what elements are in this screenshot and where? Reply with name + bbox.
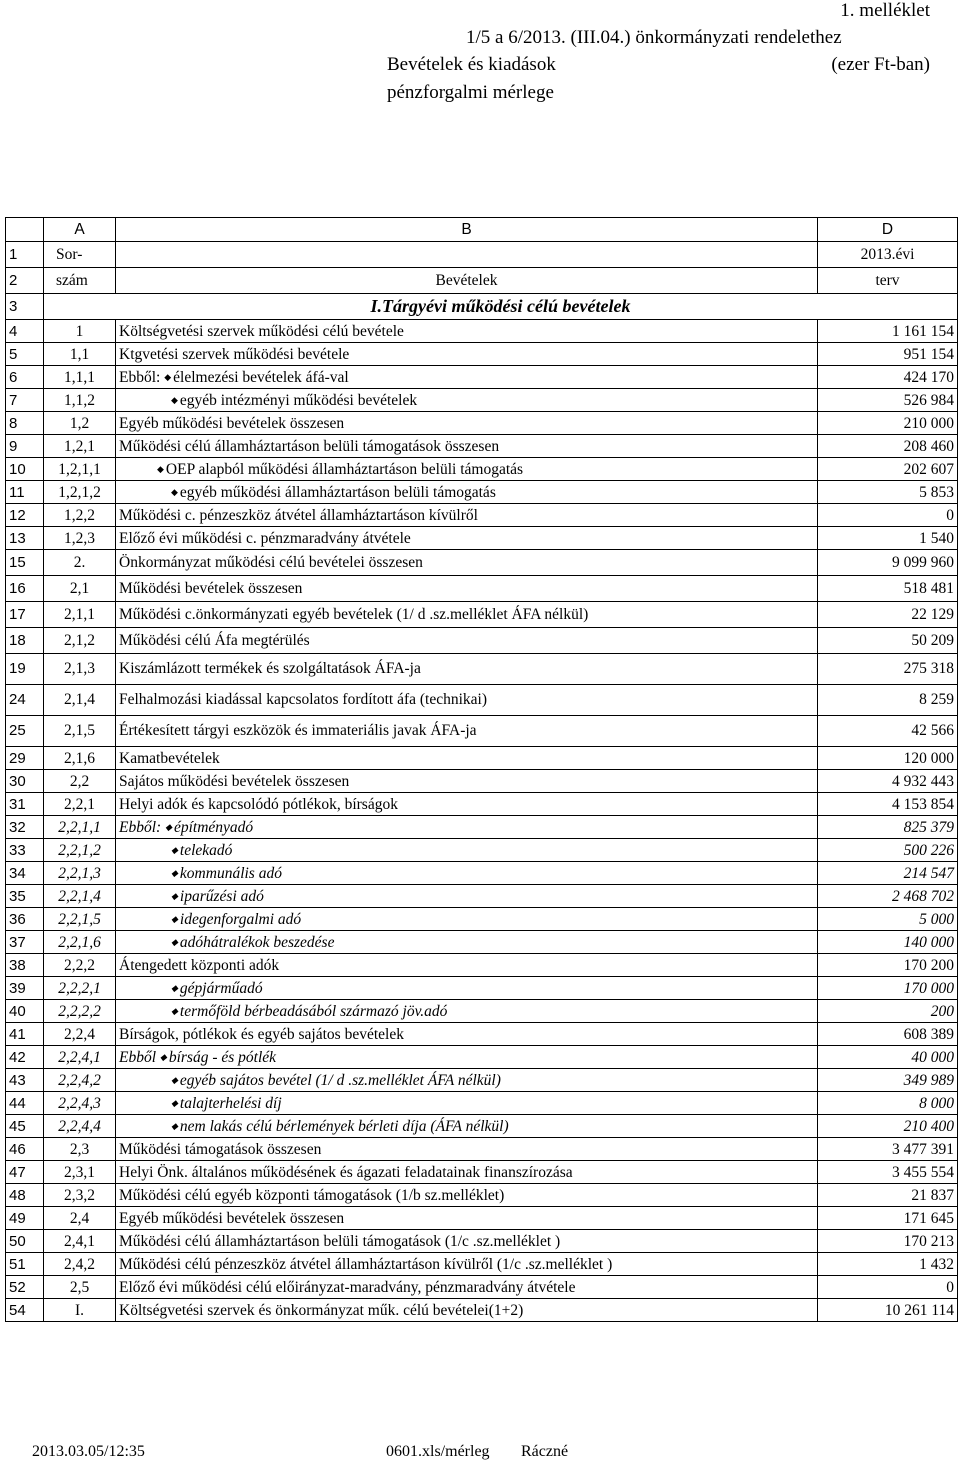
row-number: 25	[6, 716, 44, 747]
table-row	[6, 628, 958, 654]
plan-value: 42 566	[818, 716, 958, 747]
row-number: 52	[6, 1276, 44, 1299]
table-row	[6, 839, 958, 862]
row-number: 7	[6, 389, 44, 412]
item-description	[116, 716, 818, 747]
prefix-label: Ebből:	[119, 368, 165, 386]
row-number: 46	[6, 1138, 44, 1161]
plan-value: 2 468 702	[818, 885, 958, 908]
diamond-bullet-icon: ◆	[171, 936, 178, 947]
item-label: Kamatbevételek	[119, 749, 220, 767]
diamond-bullet-icon: ◆	[171, 1074, 178, 1085]
item-label: Sajátos működési bevételek összesen	[119, 772, 350, 790]
item-description	[116, 628, 818, 654]
row-number: 3	[6, 294, 44, 320]
plan-value: 8 000	[818, 1092, 958, 1115]
table-row	[6, 931, 958, 954]
row-number: 9	[6, 435, 44, 458]
item-label: Költségvetési szervek és önkormányzat műk. célú bevételei(1+2)	[119, 1301, 524, 1319]
item-description	[116, 862, 818, 885]
row-number: 5	[6, 343, 44, 366]
item-description	[116, 839, 818, 862]
plan-value: 4 153 854	[818, 793, 958, 816]
diamond-bullet-icon: ◆	[171, 394, 178, 405]
item-description	[116, 1023, 818, 1046]
item-description	[116, 1207, 818, 1230]
row-number: 15	[6, 550, 44, 576]
footer-author: Ráczné	[521, 1443, 569, 1460]
plan-value: 170 000	[818, 977, 958, 1000]
plan-value: 200	[818, 1000, 958, 1023]
serial-number: 2,2,1,6	[44, 931, 116, 954]
serial-number: 2,2,4,3	[44, 1092, 116, 1115]
item-label: Átengedett központi adók	[119, 956, 280, 974]
row-number: 37	[6, 931, 44, 954]
diamond-bullet-icon: ◆	[171, 890, 178, 901]
item-description	[116, 747, 818, 770]
item-description	[116, 1046, 818, 1069]
row-number: 6	[6, 366, 44, 389]
row-number: 32	[6, 816, 44, 839]
table-row	[6, 885, 958, 908]
serial-number: 2,2,4,4	[44, 1115, 116, 1138]
serial-number: 2,1,3	[44, 654, 116, 685]
table-row	[6, 1023, 958, 1046]
diamond-bullet-icon: ◆	[157, 463, 164, 474]
header-row	[6, 268, 958, 294]
item-description	[116, 481, 818, 504]
item-description	[116, 504, 818, 527]
plan-value: 9 099 960	[818, 550, 958, 576]
table-row	[6, 320, 958, 343]
diamond-bullet-icon: ◆	[171, 1005, 178, 1016]
column-a-header: A	[44, 218, 116, 242]
table-row	[6, 527, 958, 550]
row-number: 16	[6, 576, 44, 602]
prefix-label: Ebből	[119, 1048, 160, 1066]
item-description	[116, 1138, 818, 1161]
row-number: 34	[6, 862, 44, 885]
serial-number: 2,1,6	[44, 747, 116, 770]
item-label: Működési célú államháztartáson belüli támogatások (1/c .sz.melléklet )	[119, 1232, 561, 1250]
row-number: 45	[6, 1115, 44, 1138]
item-description	[116, 435, 818, 458]
row-number: 33	[6, 839, 44, 862]
serial-number: 1,2,3	[44, 527, 116, 550]
diamond-bullet-icon: ◆	[171, 486, 178, 497]
annex-number: 1. melléklet	[840, 0, 930, 21]
item-label: Előző évi működési c. pénzmaradvány átvétele	[119, 529, 411, 547]
prefix-label: Ebből:	[119, 818, 166, 836]
row-number: 12	[6, 504, 44, 527]
table-row	[6, 1276, 958, 1299]
item-label: idegenforgalmi adó	[179, 910, 302, 928]
item-description	[116, 885, 818, 908]
row-number: 1	[6, 242, 44, 268]
diamond-bullet-icon: ◆	[164, 371, 172, 382]
section-title-row	[6, 294, 958, 320]
item-label: Értékesített tárgyi eszközök és immateriális javak ÁFA-ja	[119, 722, 477, 739]
plan-value: 518 481	[818, 576, 958, 602]
item-label: Bírságok, pótlékok és egyéb sajátos bevételek	[119, 1025, 404, 1043]
table-row	[6, 1230, 958, 1253]
item-label: Helyi adók és kapcsolódó pótlékok, bírságok	[119, 795, 398, 813]
item-description	[116, 576, 818, 602]
plan-value: 21 837	[818, 1184, 958, 1207]
item-label: építményadó	[173, 818, 254, 836]
plan-value: 210 400	[818, 1115, 958, 1138]
table-row	[6, 1092, 958, 1115]
table-row	[6, 389, 958, 412]
serial-number: 2,3,2	[44, 1184, 116, 1207]
serial-number: 1,1,2	[44, 389, 116, 412]
table-row	[6, 1115, 958, 1138]
item-label: Működési támogatások összesen	[119, 1140, 322, 1158]
row-number: 50	[6, 1230, 44, 1253]
footer-timestamp: 2013.03.05/12:35	[32, 1443, 145, 1460]
serial-number: 1,2	[44, 412, 116, 435]
table-row	[6, 977, 958, 1000]
item-label: telekadó	[179, 841, 233, 859]
serial-number: 2,2,4,2	[44, 1069, 116, 1092]
table-row	[6, 1046, 958, 1069]
plan-value: 349 989	[818, 1069, 958, 1092]
table-row	[6, 458, 958, 481]
plan-value: 1 161 154	[818, 320, 958, 343]
diamond-bullet-icon: ◆	[171, 913, 178, 924]
column-b-header: B	[116, 218, 818, 242]
diamond-bullet-icon: ◆	[171, 867, 178, 878]
unit-label: (ezer Ft-ban)	[831, 54, 930, 75]
row-number: 38	[6, 954, 44, 977]
serial-number: 2,2,1,5	[44, 908, 116, 931]
table-row	[6, 481, 958, 504]
row-number: 8	[6, 412, 44, 435]
row-number: 10	[6, 458, 44, 481]
table-row	[6, 576, 958, 602]
table-row	[6, 770, 958, 793]
plan-value: 10 261 114	[818, 1299, 958, 1322]
row-number: 42	[6, 1046, 44, 1069]
row-number: 48	[6, 1184, 44, 1207]
table-row	[6, 1207, 958, 1230]
plan-value: 275 318	[818, 654, 958, 685]
header-serial-label: szám	[44, 268, 116, 294]
table-row	[6, 504, 958, 527]
row-number: 29	[6, 747, 44, 770]
serial-number: 2,2,4	[44, 1023, 116, 1046]
row-number: 35	[6, 885, 44, 908]
item-description	[116, 654, 818, 685]
serial-number: 2,2,1,2	[44, 839, 116, 862]
row-number: 13	[6, 527, 44, 550]
item-label: bírság - és pótlék	[168, 1048, 277, 1066]
plan-value: 170 213	[818, 1230, 958, 1253]
plan-value: 50 209	[818, 628, 958, 654]
plan-value: 40 000	[818, 1046, 958, 1069]
serial-number: 2,2,2,1	[44, 977, 116, 1000]
plan-value: 3 455 554	[818, 1161, 958, 1184]
plan-value: 214 547	[818, 862, 958, 885]
table-row	[6, 550, 958, 576]
table-row	[6, 862, 958, 885]
row-number: 4	[6, 320, 44, 343]
serial-number: 2,2,2	[44, 954, 116, 977]
serial-number: 2,2	[44, 770, 116, 793]
serial-number: 2,2,4,1	[44, 1046, 116, 1069]
item-description	[116, 320, 818, 343]
plan-value: 5 000	[818, 908, 958, 931]
item-label: adóhátralékok beszedése	[179, 933, 335, 951]
table-row	[6, 1138, 958, 1161]
diamond-bullet-icon: ◆	[171, 982, 178, 993]
item-description	[116, 550, 818, 576]
plan-value: 5 853	[818, 481, 958, 504]
item-label: egyéb sajátos bevétel (1/ d .sz.melléklet ÁFA nélkül)	[179, 1071, 501, 1089]
item-label: Egyéb működési bevételek összesen	[119, 414, 345, 432]
plan-value: 202 607	[818, 458, 958, 481]
plan-value: 608 389	[818, 1023, 958, 1046]
item-label: Működési célú egyéb központi támogatások (1/b sz.melléklet)	[119, 1186, 505, 1204]
table-row	[6, 816, 958, 839]
item-description	[116, 1161, 818, 1184]
item-label: Működési bevételek összesen	[119, 580, 303, 597]
header-year-label: 2013.évi	[818, 242, 958, 268]
serial-number: 2,2,1,4	[44, 885, 116, 908]
serial-number: 2,1	[44, 576, 116, 602]
serial-number: 2,4,2	[44, 1253, 116, 1276]
item-description	[116, 527, 818, 550]
row-number: 11	[6, 481, 44, 504]
serial-number: 2,1,1	[44, 602, 116, 628]
row-number: 18	[6, 628, 44, 654]
table-row	[6, 908, 958, 931]
row-number: 24	[6, 685, 44, 716]
plan-value: 171 645	[818, 1207, 958, 1230]
item-description	[116, 977, 818, 1000]
item-label: Előző évi működési célú előirányzat-maradvány, pénzmaradvány átvétele	[119, 1278, 576, 1296]
serial-number: 2,2,1,1	[44, 816, 116, 839]
serial-number: 2.	[44, 550, 116, 576]
table-row	[6, 366, 958, 389]
item-description	[116, 908, 818, 931]
serial-number: 2,1,4	[44, 685, 116, 716]
decree-reference: 1/5 a 6/2013. (III.04.) önkormányzati rendelethez	[466, 27, 842, 48]
table-row	[6, 435, 958, 458]
item-description	[116, 343, 818, 366]
plan-value: 526 984	[818, 389, 958, 412]
item-label: Költségvetési szervek működési célú bevétele	[119, 322, 404, 340]
plan-value: 120 000	[818, 747, 958, 770]
item-description	[116, 458, 818, 481]
item-label: egyéb intézményi működési bevételek	[179, 391, 418, 409]
table-row	[6, 1253, 958, 1276]
plan-value: 210 000	[818, 412, 958, 435]
item-label: termőföld bérbeadásából származó jöv.adó	[179, 1002, 448, 1020]
serial-number: 1,2,2	[44, 504, 116, 527]
item-label: Működési c.önkormányzati egyéb bevételek (1/ d .sz.melléklet ÁFA nélkül)	[119, 606, 589, 623]
item-label: kommunális adó	[179, 864, 282, 882]
table-row	[6, 685, 958, 716]
table-row	[6, 1069, 958, 1092]
header-row	[6, 242, 958, 268]
item-label: Felhalmozási kiadással kapcsolatos fordított áfa (technikai)	[119, 691, 488, 708]
serial-number: 2,5	[44, 1276, 116, 1299]
footer-filename: 0601.xls/mérleg	[386, 1443, 490, 1460]
item-description	[116, 412, 818, 435]
table-row	[6, 1184, 958, 1207]
table-row	[6, 716, 958, 747]
serial-number: 2,3	[44, 1138, 116, 1161]
serial-number: 1,2,1	[44, 435, 116, 458]
serial-number: 1,2,1,2	[44, 481, 116, 504]
item-description	[116, 1000, 818, 1023]
table-row	[6, 654, 958, 685]
item-label: Helyi Önk. általános működésének és ágazati feladatainak finanszírozása	[119, 1163, 573, 1181]
item-description	[116, 770, 818, 793]
item-label: élelmezési bevételek áfá-val	[173, 368, 349, 386]
item-description	[116, 1069, 818, 1092]
item-label: Működési célú Áfa megtérülés	[119, 632, 310, 649]
row-number: 49	[6, 1207, 44, 1230]
plan-value: 8 259	[818, 685, 958, 716]
plan-value: 500 226	[818, 839, 958, 862]
serial-number: 1,1,1	[44, 366, 116, 389]
plan-value: 0	[818, 1276, 958, 1299]
row-number: 39	[6, 977, 44, 1000]
serial-number: I.	[44, 1299, 116, 1322]
item-label: egyéb működési államháztartáson belüli támogatás	[179, 483, 496, 501]
item-description	[116, 931, 818, 954]
table-row	[6, 1000, 958, 1023]
item-label: iparűzési adó	[179, 887, 264, 905]
table-row	[6, 1299, 958, 1322]
plan-value: 951 154	[818, 343, 958, 366]
plan-value: 3 477 391	[818, 1138, 958, 1161]
header-serial-label: Sor-	[44, 242, 116, 268]
serial-number: 2,4,1	[44, 1230, 116, 1253]
row-number: 47	[6, 1161, 44, 1184]
diamond-bullet-icon: ◆	[159, 1051, 167, 1062]
table-row	[6, 747, 958, 770]
item-description	[116, 389, 818, 412]
item-label: OEP alapból működési államháztartáson belüli támogatás	[165, 460, 524, 478]
item-description	[116, 816, 818, 839]
serial-number: 1	[44, 320, 116, 343]
table-row	[6, 1161, 958, 1184]
header-revenues-label: Bevételek	[116, 268, 818, 294]
plan-value: 1 432	[818, 1253, 958, 1276]
document-title: Bevételek és kiadások	[387, 54, 556, 75]
item-description	[116, 1230, 818, 1253]
item-label: Egyéb működési bevételek összesen	[119, 1209, 345, 1227]
item-description	[116, 366, 818, 389]
section-title: I.Tárgyévi működési célú bevételek	[44, 294, 958, 320]
row-number: 36	[6, 908, 44, 931]
header-plan-label: terv	[818, 268, 958, 294]
row-number: 54	[6, 1299, 44, 1322]
plan-value: 4 932 443	[818, 770, 958, 793]
item-label: Önkormányzat működési célú bevételei összesen	[119, 554, 423, 571]
item-label: gépjárműadó	[179, 979, 263, 997]
table-row	[6, 954, 958, 977]
plan-value: 825 379	[818, 816, 958, 839]
row-number: 43	[6, 1069, 44, 1092]
table-row	[6, 343, 958, 366]
row-number: 17	[6, 602, 44, 628]
row-number: 40	[6, 1000, 44, 1023]
diamond-bullet-icon: ◆	[171, 1097, 178, 1108]
item-description	[116, 1299, 818, 1322]
item-label: Kiszámlázott termékek és szolgáltatások ÁFA-ja	[119, 660, 421, 677]
item-label: Működési c. pénzeszköz átvétel államháztartáson kívülről	[119, 506, 478, 524]
row-number: 2	[6, 268, 44, 294]
column-d-header: D	[818, 218, 958, 242]
serial-number: 2,1,5	[44, 716, 116, 747]
item-description	[116, 954, 818, 977]
plan-value: 140 000	[818, 931, 958, 954]
serial-number: 2,2,2,2	[44, 1000, 116, 1023]
row-number: 41	[6, 1023, 44, 1046]
serial-number: 2,2,1	[44, 793, 116, 816]
plan-value: 22 129	[818, 602, 958, 628]
item-label: talajterhelési díj	[179, 1094, 282, 1112]
item-label: nem lakás célú bérlemények bérleti díja (ÁFA nélkül)	[179, 1117, 509, 1135]
column-letters-row	[6, 218, 958, 242]
item-description	[116, 685, 818, 716]
item-label: Működési célú államháztartáson belüli támogatások összesen	[119, 437, 500, 455]
row-number: 19	[6, 654, 44, 685]
plan-value: 1 540	[818, 527, 958, 550]
plan-value: 424 170	[818, 366, 958, 389]
serial-number: 1,1	[44, 343, 116, 366]
row-number: 30	[6, 770, 44, 793]
plan-value: 170 200	[818, 954, 958, 977]
row-number: 51	[6, 1253, 44, 1276]
item-description	[116, 793, 818, 816]
revenue-table	[5, 217, 958, 1322]
item-label: Ktgvetési szervek működési bevétele	[119, 345, 350, 363]
item-label: Működési célú pénzeszköz átvétel államháztartáson kívülről (1/c .sz.melléklet )	[119, 1255, 613, 1273]
diamond-bullet-icon: ◆	[165, 821, 172, 832]
serial-number: 2,4	[44, 1207, 116, 1230]
document-subtitle: pénzforgalmi mérlege	[387, 82, 554, 103]
row-number: 44	[6, 1092, 44, 1115]
row-number: 31	[6, 793, 44, 816]
item-description	[116, 1115, 818, 1138]
serial-number: 2,1,2	[44, 628, 116, 654]
serial-number: 2,2,1,3	[44, 862, 116, 885]
table-row	[6, 793, 958, 816]
diamond-bullet-icon: ◆	[171, 844, 178, 855]
serial-number: 1,2,1,1	[44, 458, 116, 481]
item-description	[116, 1092, 818, 1115]
table-row	[6, 412, 958, 435]
table-row	[6, 602, 958, 628]
diamond-bullet-icon: ◆	[171, 1120, 178, 1131]
plan-value: 208 460	[818, 435, 958, 458]
item-description	[116, 1253, 818, 1276]
plan-value: 0	[818, 504, 958, 527]
item-description	[116, 602, 818, 628]
serial-number: 2,3,1	[44, 1161, 116, 1184]
item-description	[116, 1184, 818, 1207]
item-description	[116, 1276, 818, 1299]
